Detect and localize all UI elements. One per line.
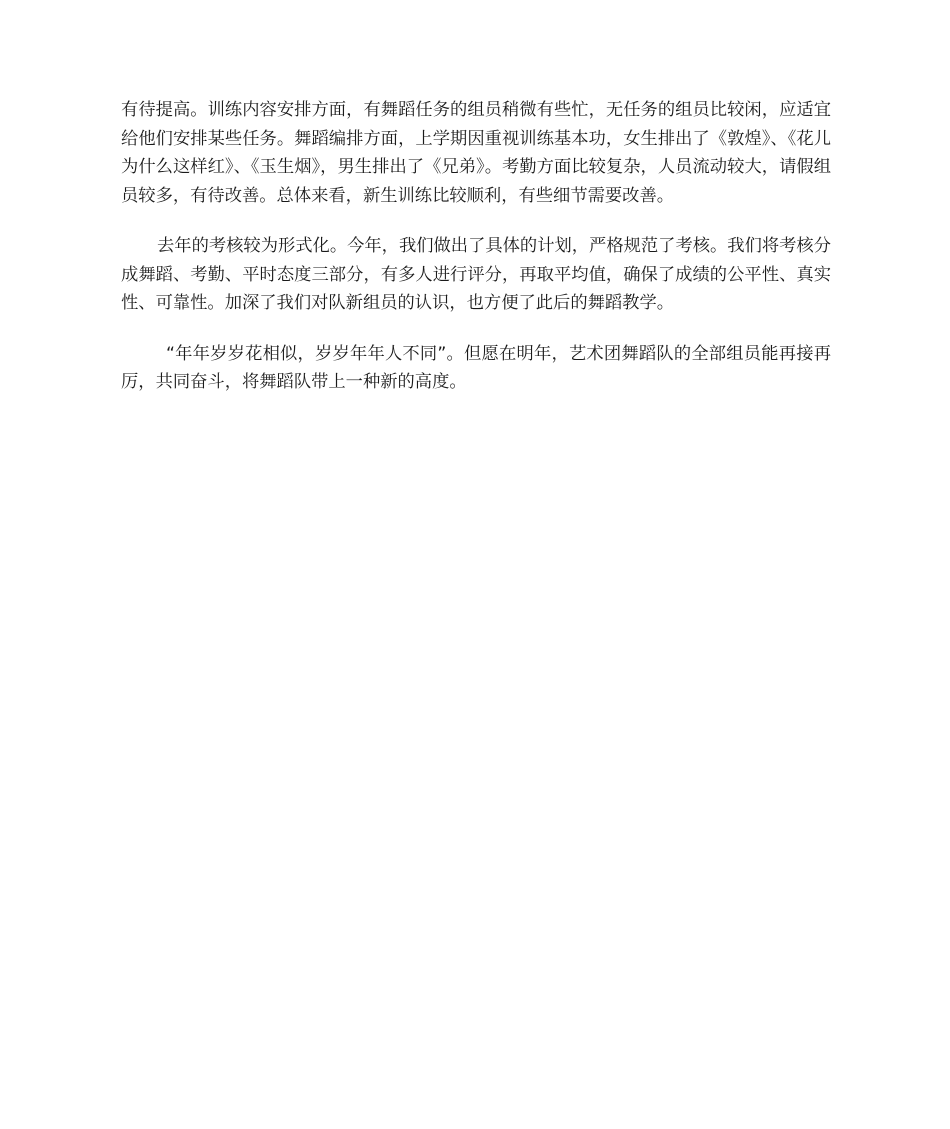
paragraph-assessment: 去年的考核较为形式化。今年，我们做出了具体的计划，严格规范了考核。我们将考核分成舞蹈、考勤、平时态度三部分，有多人进行评分，再取平均值，确保了成绩的公平性、真实性、可靠性。加深了我们对队新组员的认识，也方便了此后的舞蹈教学。 [121, 236, 831, 313]
document-body [121, 96, 831, 397]
paragraph-closing: “年年岁岁花相似，岁岁年年人不同”。但愿在明年，艺术团舞蹈队的全部组员能再接再厉，共同奋斗，将舞蹈队带上一种新的高度。 [121, 343, 831, 392]
paragraph-training-summary: 有待提高。训练内容安排方面，有舞蹈任务的组员稍微有些忙，无任务的组员比较闲，应适宜给他们安排某些任务。舞蹈编排方面，上学期因重视训练基本功，女生排出了《敦煌》、《花儿为什么这样红》、《玉生烟》，男生排出了《兄弟》。考勤方面比较复杂，人员流动较大，请假组员较多，有待改善。总体来看，新生训练比较顺利，有些细节需要改善。 [121, 100, 831, 206]
